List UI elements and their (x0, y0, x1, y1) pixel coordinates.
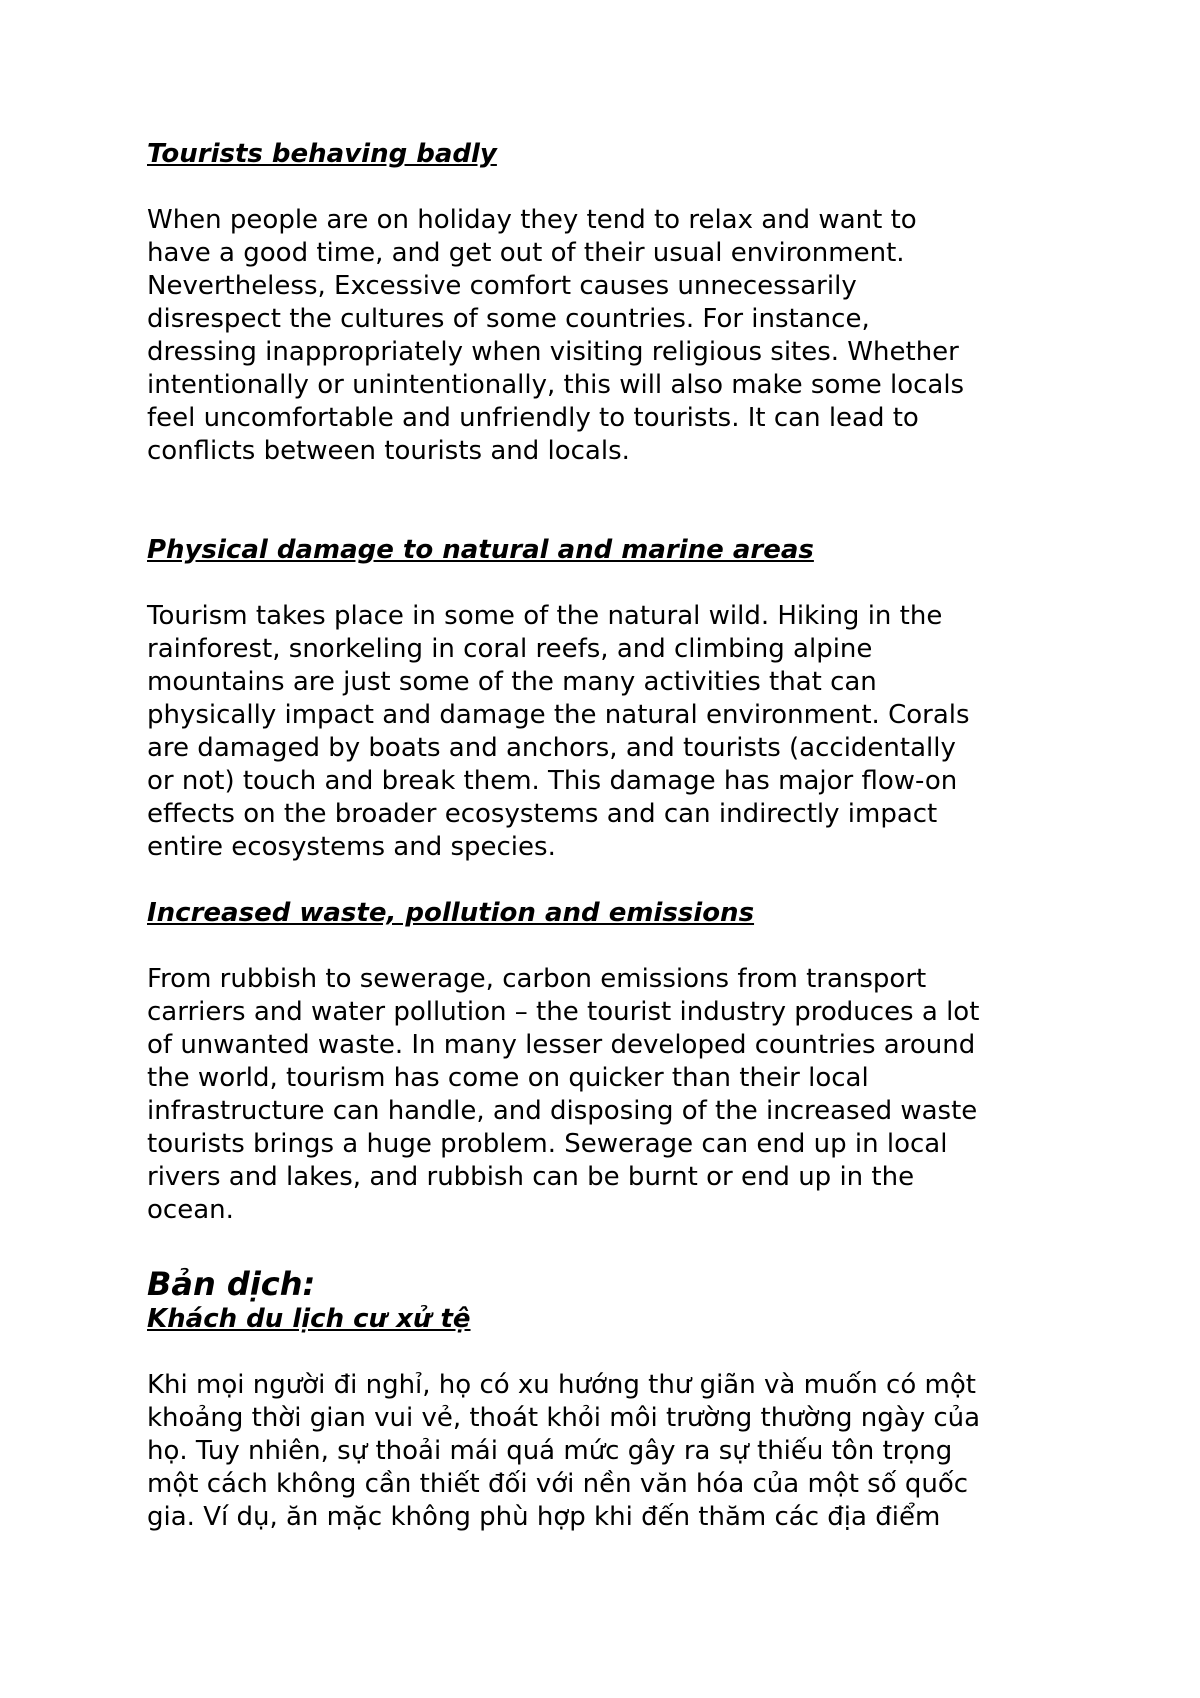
paragraph-line: infrastructure can handle, and disposing of the increased waste (147, 1096, 978, 1126)
paragraph-line: rivers and lakes, and rubbish can be burnt or end up in the (147, 1162, 915, 1192)
paragraph-line: gia. Ví dụ, ăn mặc không phù hợp khi đến thăm các địa điểm (147, 1502, 941, 1532)
paragraph-line: disrespect the cultures of some countries. For instance, (147, 304, 870, 334)
paragraph-line: Tourism takes place in some of the natural wild. Hiking in the (147, 601, 943, 631)
paragraph-line: have a good time, and get out of their usual environment. (147, 238, 905, 268)
paragraph-line: khoảng thời gian vui vẻ, thoát khỏi môi trường thường ngày của (147, 1403, 981, 1433)
document-page (147, 138, 1077, 1534)
section-paragraph-increased-waste (147, 963, 1077, 1227)
translation-heading: Khách du lịch cư xử tệ (147, 1304, 471, 1334)
paragraph-line: Khi mọi người đi nghỉ, họ có xu hướng thư giãn và muốn có một (147, 1370, 976, 1400)
section-heading-physical-damage: Physical damage to natural and marine areas (147, 535, 814, 565)
paragraph-line: effects on the broader ecosystems and can indirectly impact (147, 799, 938, 829)
paragraph-line: are damaged by boats and anchors, and tourists (accidentally (147, 733, 956, 763)
paragraph-line: một cách không cần thiết đối với nền văn hóa của một số quốc (147, 1469, 969, 1499)
paragraph-line: entire ecosystems and species. (147, 832, 556, 862)
paragraph-line: physically impact and damage the natural environment. Corals (147, 700, 970, 730)
paragraph-line: feel uncomfortable and unfriendly to tourists. It can lead to (147, 403, 919, 433)
section-heading-tourists-behaving-badly: Tourists behaving badly (147, 139, 497, 169)
paragraph-line: tourists brings a huge problem. Sewerage can end up in local (147, 1129, 948, 1159)
section-paragraph-physical-damage (147, 600, 1077, 864)
paragraph-line: From rubbish to sewerage, carbon emissions from transport (147, 964, 927, 994)
paragraph-line: họ. Tuy nhiên, sự thoải mái quá mức gây ra sự thiếu tôn trọng (147, 1436, 953, 1466)
paragraph-line: mountains are just some of the many activities that can (147, 667, 877, 697)
translation-paragraph (147, 1369, 1077, 1534)
paragraph-line: ocean. (147, 1195, 234, 1225)
translation-title: Bản dịch: (147, 1265, 316, 1303)
paragraph-line: the world, tourism has come on quicker than their local (147, 1063, 869, 1093)
paragraph-line: When people are on holiday they tend to relax and want to (147, 205, 917, 235)
section-paragraph-tourists-behaving-badly (147, 204, 1077, 468)
paragraph-line: of unwanted waste. In many lesser developed countries around (147, 1030, 976, 1060)
paragraph-line: conflicts between tourists and locals. (147, 436, 630, 466)
paragraph-line: dressing inappropriately when visiting religious sites. Whether (147, 337, 959, 367)
section-heading-increased-waste: Increased waste, pollution and emissions (147, 898, 755, 928)
paragraph-line: Nevertheless, Excessive comfort causes unnecessarily (147, 271, 857, 301)
paragraph-line: carriers and water pollution – the tourist industry produces a lot (147, 997, 980, 1027)
paragraph-line: or not) touch and break them. This damage has major flow-on (147, 766, 958, 796)
paragraph-line: intentionally or unintentionally, this will also make some locals (147, 370, 965, 400)
paragraph-line: rainforest, snorkeling in coral reefs, and climbing alpine (147, 634, 873, 664)
